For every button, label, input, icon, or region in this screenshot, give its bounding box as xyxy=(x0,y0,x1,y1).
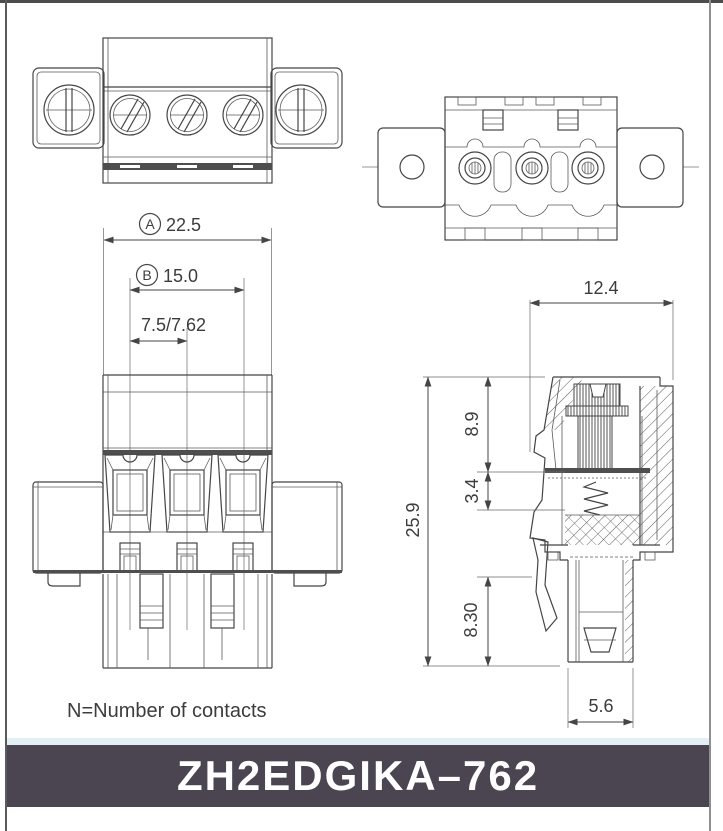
dim-overall-width xyxy=(104,214,271,241)
contact-sockets xyxy=(459,152,604,184)
view-front-assembled xyxy=(33,38,342,183)
section-screw xyxy=(566,384,628,472)
dim-upper-section-value: 8.9 xyxy=(462,411,482,437)
dim-b-value: 15.0 xyxy=(163,266,199,286)
dim-a-value: 22.5 xyxy=(166,215,202,235)
dim-lower-section xyxy=(461,577,488,666)
dim-mount-spacing xyxy=(130,265,244,291)
contact-barrel xyxy=(568,557,633,662)
dim-barrel-width-value: 5.6 xyxy=(588,696,614,716)
dim-barrel-width xyxy=(568,696,633,722)
banner-accent-strip xyxy=(7,738,709,745)
dim-mid-section xyxy=(462,472,488,510)
note-contacts: N=Number of contacts xyxy=(67,700,267,722)
view-front-plug xyxy=(33,214,342,669)
dim-b-letter: B xyxy=(142,267,152,283)
dim-a-letter: A xyxy=(145,216,155,232)
clamp-blocks xyxy=(120,543,253,571)
dim-mid-section-value: 3.4 xyxy=(462,478,482,504)
dim-pitch xyxy=(130,315,206,341)
wire-entry-funnels xyxy=(105,455,268,532)
dim-lower-section-value: 8.30 xyxy=(461,602,481,638)
view-top-plug xyxy=(362,97,699,240)
spring-coil xyxy=(584,482,608,515)
dim-side-width xyxy=(530,278,673,303)
mount-hole-left xyxy=(400,155,424,179)
mount-flange-right xyxy=(617,128,683,207)
terminal-screws xyxy=(110,95,263,135)
side-wings xyxy=(33,482,342,573)
dim-upper-section xyxy=(462,377,488,472)
right-flange xyxy=(271,68,342,148)
latch-tabs xyxy=(483,110,578,130)
flange-screw-left xyxy=(44,85,94,135)
mount-flange-left xyxy=(378,128,445,207)
flange-screw-right xyxy=(276,85,326,135)
dim-pitch-value: 7.5/7.62 xyxy=(141,315,207,335)
dim-overall-height-value: 25.9 xyxy=(403,502,423,538)
part-number-banner xyxy=(7,745,709,807)
view-side-section xyxy=(403,278,673,728)
dim-overall-height xyxy=(403,377,428,666)
lower-skirt xyxy=(103,574,272,668)
dim-side-width-value: 12.4 xyxy=(583,278,619,298)
mount-hole-right xyxy=(640,155,664,179)
part-number-text: ZH2EDGIKA–762 xyxy=(176,752,540,799)
